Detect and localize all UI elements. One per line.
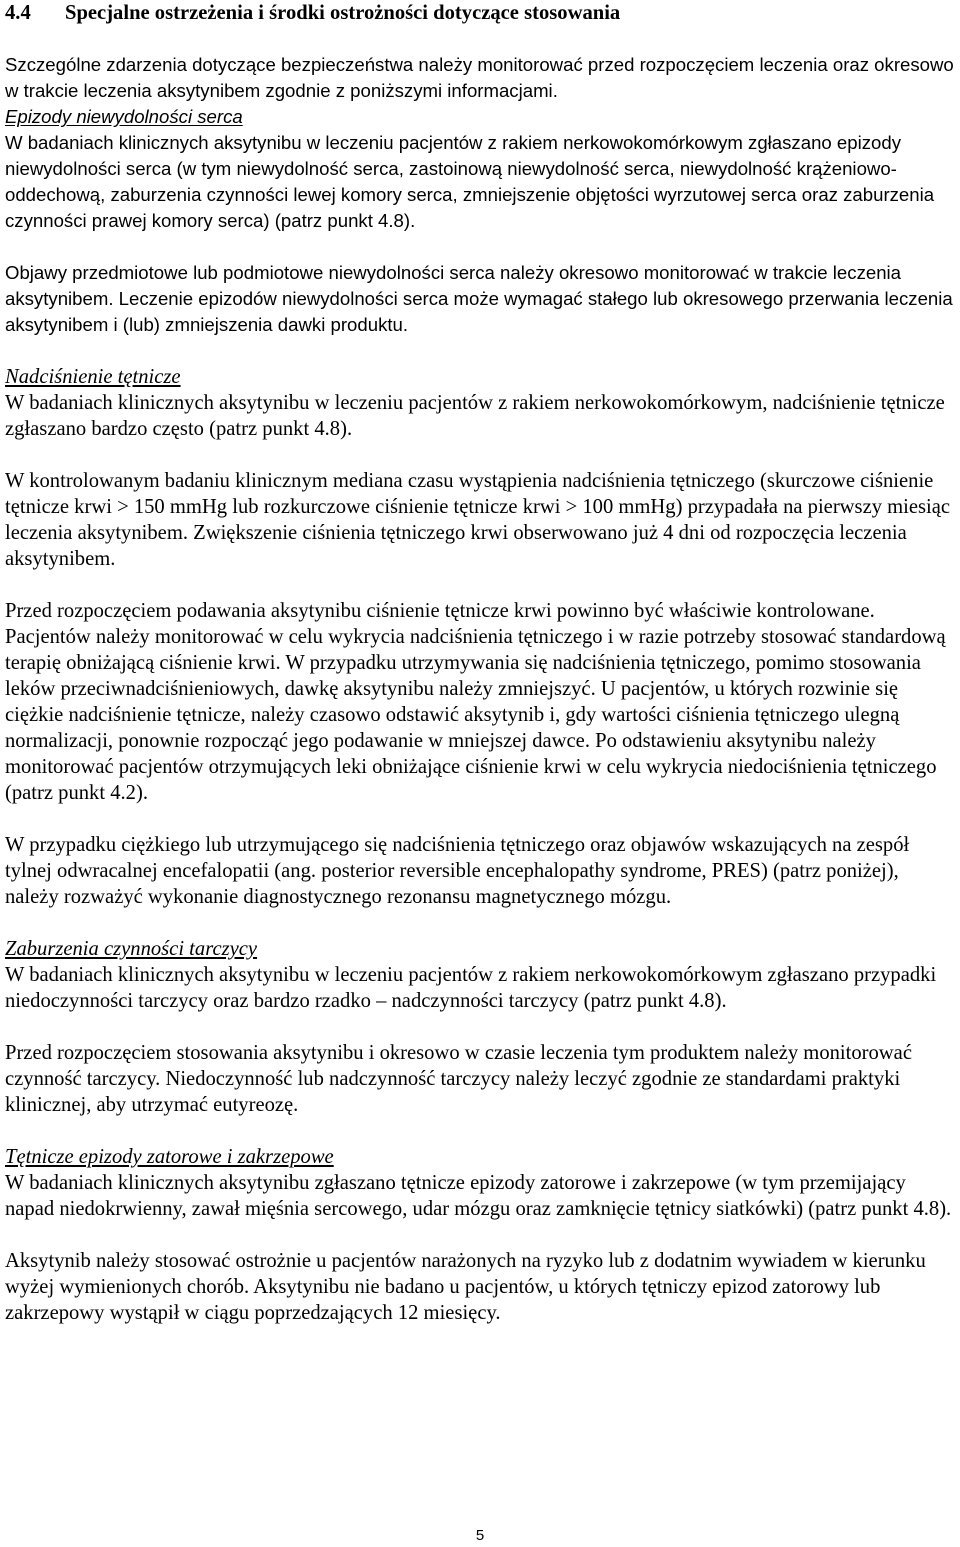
hypertension-section-heading: Nadciśnienie tętnicze bbox=[5, 366, 181, 388]
heart-paragraph-2-block bbox=[5, 260, 957, 338]
hypertension-paragraph-2-block bbox=[5, 468, 957, 572]
section-number: 4.4 bbox=[5, 2, 31, 24]
section-title: Specjalne ostrzeżenia i środki ostrożności dotyczące stosowania bbox=[65, 2, 621, 24]
section-heading bbox=[5, 0, 957, 26]
thyroid-section-heading: Zaburzenia czynności tarczycy bbox=[5, 938, 258, 960]
thyroid-paragraph-2-block bbox=[5, 1040, 957, 1118]
hypertension-paragraph-3-block bbox=[5, 598, 957, 806]
thrombo-paragraph-2: Aksytynib należy stosować ostrożnie u pacjentów narażonych na ryzyko lub z dodatnim wywiadem w kierunku wyżej wymienionych chorób. Aksytynibu nie badano u pacjentów, u których tętniczy epizod zatorowy lub zakrzepowy wystąpił w ciągu poprzedzających 12 miesięcy. bbox=[5, 1250, 926, 1324]
thrombo-section-heading: Tętnicze epizody zatorowe i zakrzepowe bbox=[5, 1146, 334, 1168]
thrombo-section bbox=[5, 1144, 957, 1222]
hypertension-section bbox=[5, 364, 957, 442]
thrombo-paragraph-1: W badaniach klinicznych aksytynibu zgłaszano tętnicze epizody zatorowe i zakrzepowe (w tym przemijający napad niedokrwienny, zawał mięśnia sercowego, udar mózgu oraz zamknięcie tętnicy siatkówki) (patrz punkt 4.8). bbox=[5, 1172, 952, 1220]
thrombo-heading-line bbox=[5, 1144, 957, 1170]
hypertension-paragraph-4-block bbox=[5, 832, 957, 910]
hypertension-paragraph-1: W badaniach klinicznych aksytynibu w leczeniu pacjentów z rakiem nerkowokomórkowym, nadciśnienie tętnicze zgłaszano bardzo często (patrz punkt 4.8). bbox=[5, 392, 945, 440]
hypertension-paragraph-2: W kontrolowanym badaniu klinicznym mediana czasu wystąpienia nadciśnienia tętniczego (skurczowe ciśnienie tętnicze krwi > 150 mmHg lub rozkurczowe ciśnienie tętnicze krwi > 100 mmHg) przypadała na pierwszy miesiąc leczenia aksytynibem. Zwiększenie ciśnienia tętniczego krwi obserwowano już 4 dni od rozpoczęcia leczenia aksytynibem. bbox=[5, 470, 951, 570]
hypertension-paragraph-3: Przed rozpoczęciem podawania aksytynibu ciśnienie tętnicze krwi powinno być właściwie kontrolowane. Pacjentów należy monitorować w celu wykrycia nadciśnienia tętniczego i w razie potrzeby stosować standardową terapię obniżającą ciśnienie krwi. W przypadku utrzymywania się nadciśnienia tętniczego, pomimo stosowania leków przeciwnadciśnieniowych, dawkę aksytynibu należy zmniejszyć. U pacjentów, u których rozwinie się ciężkie nadciśnienie tętnicze, należy czasowo odstawić aksytynib i, gdy wartości ciśnienia tętniczego ulegną normalizacji, ponownie rozpocząć jego podawanie w mniejszej dawce. Po odstawieniu aksytynibu należy monitorować pacjentów otrzymujących leki obniżające ciśnienie krwi w celu wykrycia niedociśnienia tętniczego (patrz punkt 4.2). bbox=[5, 600, 946, 804]
thrombo-paragraph-2-block bbox=[5, 1248, 957, 1326]
hypertension-heading-line bbox=[5, 364, 957, 390]
intro-paragraph: Szczególne zdarzenia dotyczące bezpieczeństwa należy monitorować przed rozpoczęciem leczenia oraz okresowo w trakcie leczenia aksytynibem zgodnie z poniższymi informacjami. bbox=[5, 54, 954, 101]
hypertension-paragraph-4: W przypadku ciężkiego lub utrzymującego się nadciśnienia tętniczego oraz objawów wskazujących na zespół tylnej odwracalnej encefalopatii (ang. posterior reversible encephalopathy syndrome, PRES) (patrz poniżej), należy rozważyć wykonanie diagnostycznego rezonansu magnetycznego mózgu. bbox=[5, 834, 910, 908]
heart-paragraph-1: W badaniach klinicznych aksytynibu w leczeniu pacjentów z rakiem nerkowokomórkowym zgłaszano epizody niewydolności serca (w tym niewydolność serca, zastoinową niewydolność serca, niewydolność krążeniowo-oddechową, zaburzenia czynności lewej komory serca, zmniejszenie objętości wyrzutowej serca oraz zaburzenia czynności prawej komory serca) (patrz punkt 4.8). bbox=[5, 132, 935, 231]
thyroid-heading-line bbox=[5, 936, 957, 962]
thyroid-section bbox=[5, 936, 957, 1014]
heart-section-heading: Epizody niewydolności serca bbox=[5, 106, 243, 127]
thyroid-paragraph-2: Przed rozpoczęciem stosowania aksytynibu i okresowo w czasie leczenia tym produktem należy monitorować czynność tarczycy. Niedoczynność lub nadczynność tarczycy należy leczyć zgodnie ze standardami praktyki klinicznej, aby utrzymać eutyreozę. bbox=[5, 1042, 912, 1116]
page-number: 5 bbox=[475, 1527, 485, 1544]
document-page bbox=[5, 0, 957, 1326]
thyroid-paragraph-1: W badaniach klinicznych aksytynibu w leczeniu pacjentów z rakiem nerkowokomórkowym zgłaszano przypadki niedoczynności tarczycy oraz bardzo rzadko – nadczynności tarczycy (patrz punkt 4.8). bbox=[5, 964, 937, 1012]
heart-paragraph-2: Objawy przedmiotowe lub podmiotowe niewydolności serca należy okresowo monitorować w trakcie leczenia aksytynibem. Leczenie epizodów niewydolności serca może wymagać stałego lub okresowego przerwania leczenia aksytynibem i (lub) zmniejszenia dawki produktu. bbox=[5, 262, 953, 335]
